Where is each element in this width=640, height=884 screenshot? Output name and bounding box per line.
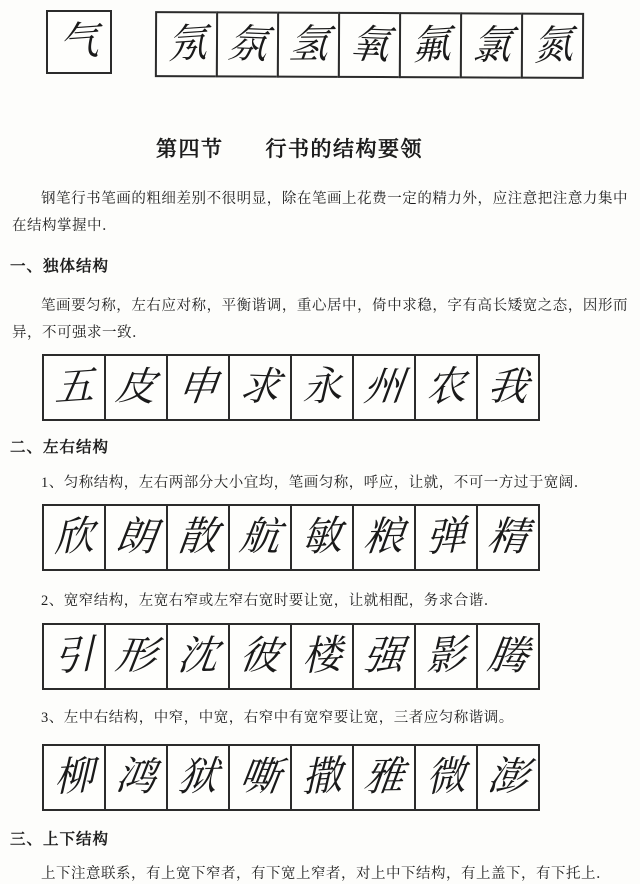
calligraphy-cell [166,744,230,811]
calligraphy-cell [290,623,354,690]
calligraphy-cell [104,504,168,571]
calligraphy-cell [277,12,340,78]
calligraphy-cell [290,504,354,571]
section3-paragraph: 上下注意联系，有上宽下窄者，有下宽上窄者，对上中下结构，有上盖下，有下托上． [41,866,611,882]
calligraphy-row-4 [42,744,632,811]
calligraphy-cell [104,354,168,421]
calligraphy-cell [228,744,292,811]
calligraphy-cell [104,744,168,811]
calligraphy-cell [476,504,540,571]
handwritten-char: 朗 [112,513,160,561]
section2-item-2: 2、宽窄结构，左宽右窄或左窄右宽时要让宽，让就相配，务求合谐． [41,592,499,609]
calligraphy-cell [414,504,478,571]
handwritten-char: 农 [425,362,467,412]
calligraphy-cell [166,504,230,571]
handwritten-char: 气 [58,17,100,67]
calligraphy-cell [290,354,354,421]
calligraphy-cell [414,354,478,421]
radical-specimen-strip [46,10,632,78]
handwritten-char: 氛 [224,20,271,69]
handwritten-char: 腾 [484,632,532,680]
section-heading-2: 二、左右结构 [10,438,110,456]
title-text: 行书的结构要领 [265,137,423,161]
handwritten-char: 柳 [53,752,95,802]
calligraphy-cell [228,354,292,421]
handwritten-char: 影 [425,631,467,681]
calligraphy-cell [166,354,230,421]
handwritten-char: 雅 [361,753,407,801]
section-heading-3: 三、上下结构 [10,830,110,848]
handwritten-char: 氖 [166,19,207,69]
calligraphy-cell [352,504,416,571]
section2-item-1: 1、匀称结构，左右两部分大小宜均，笔画匀称，呼应，让就，不可一方过于宽阔． [41,474,589,491]
handwritten-char: 永 [301,362,343,412]
handwritten-char: 散 [175,513,221,561]
handwritten-char: 敏 [301,512,343,562]
calligraphy-cell [352,354,416,421]
section-heading-1: 一、独体结构 [10,258,110,275]
calligraphy-cell [46,10,112,74]
calligraphy-cell [155,11,218,77]
calligraphy-cell [476,744,540,811]
handwritten-char: 五 [53,362,95,412]
calligraphy-cell [338,12,401,78]
section2-item-3: 3、左中右结构，中窄，中宽，右窄中有宽窄要让宽，三者应匀称谐调。 [41,709,514,726]
calligraphy-cell [42,744,106,811]
calligraphy-cell [352,744,416,811]
handwritten-char: 氢 [285,21,332,69]
handwritten-char: 氟 [410,20,451,70]
handwritten-char: 嘶 [236,753,284,801]
handwritten-char: 粮 [361,513,407,561]
handwritten-char: 求 [236,363,284,411]
calligraphy-cell [228,623,292,690]
handwritten-char: 州 [361,363,407,411]
calligraphy-row-2 [42,504,632,571]
calligraphy-cell [460,12,523,78]
handwritten-char: 氮 [532,21,573,71]
calligraphy-cell [104,623,168,690]
calligraphy-cell [42,623,106,690]
calligraphy-cell [352,623,416,690]
handwritten-char: 澎 [484,753,532,801]
handwritten-char: 精 [484,513,532,561]
intro-paragraph: 钢笔行书笔画的粗细差别不很明显，除在笔画上花费一定的精力外，应注意把注意力集中在结构掌握中． [12,191,628,234]
handwritten-char: 沈 [175,632,221,680]
calligraphy-group [155,9,584,79]
handwritten-char: 狱 [175,753,221,801]
handwritten-char: 我 [484,363,532,411]
calligraphy-cell [414,623,478,690]
handwritten-char: 彼 [236,632,284,680]
handwritten-char: 形 [112,632,160,680]
calligraphy-cell [521,13,584,79]
calligraphy-cell [476,354,540,421]
calligraphy-cell [399,12,462,78]
calligraphy-cell [216,11,279,77]
handwritten-char: 氧 [346,21,393,69]
handwritten-char: 欣 [53,512,95,562]
handwritten-char: 皮 [112,363,160,411]
calligraphy-cell [476,623,540,690]
calligraphy-cell [42,504,106,571]
calligraphy-cell [42,354,106,421]
calligraphy-row-1 [42,354,632,421]
handwritten-char: 航 [236,513,284,561]
handwritten-char: 鸿 [112,753,160,801]
calligraphy-cell [414,744,478,811]
handwritten-char: 引 [53,631,95,681]
handwritten-char: 撒 [301,752,343,802]
handwritten-char: 申 [175,363,221,411]
section-number: 第四节 [156,137,224,161]
page-title [156,136,632,162]
calligraphy-cell [290,744,354,811]
section1-paragraph: 笔画要匀称，左右应对称，平衡谐调，重心居中，倚中求稳，字有高长矮宽之态，因形而异，不可强求一致． [12,297,628,341]
handwritten-char: 强 [361,632,407,680]
handwritten-char: 氯 [468,22,515,69]
handwritten-char: 弹 [425,512,467,562]
calligraphy-cell [228,504,292,571]
calligraphy-cell [166,623,230,690]
handwritten-char: 楼 [301,631,343,681]
handwritten-char: 微 [425,752,467,802]
calligraphy-row-3 [42,623,632,690]
